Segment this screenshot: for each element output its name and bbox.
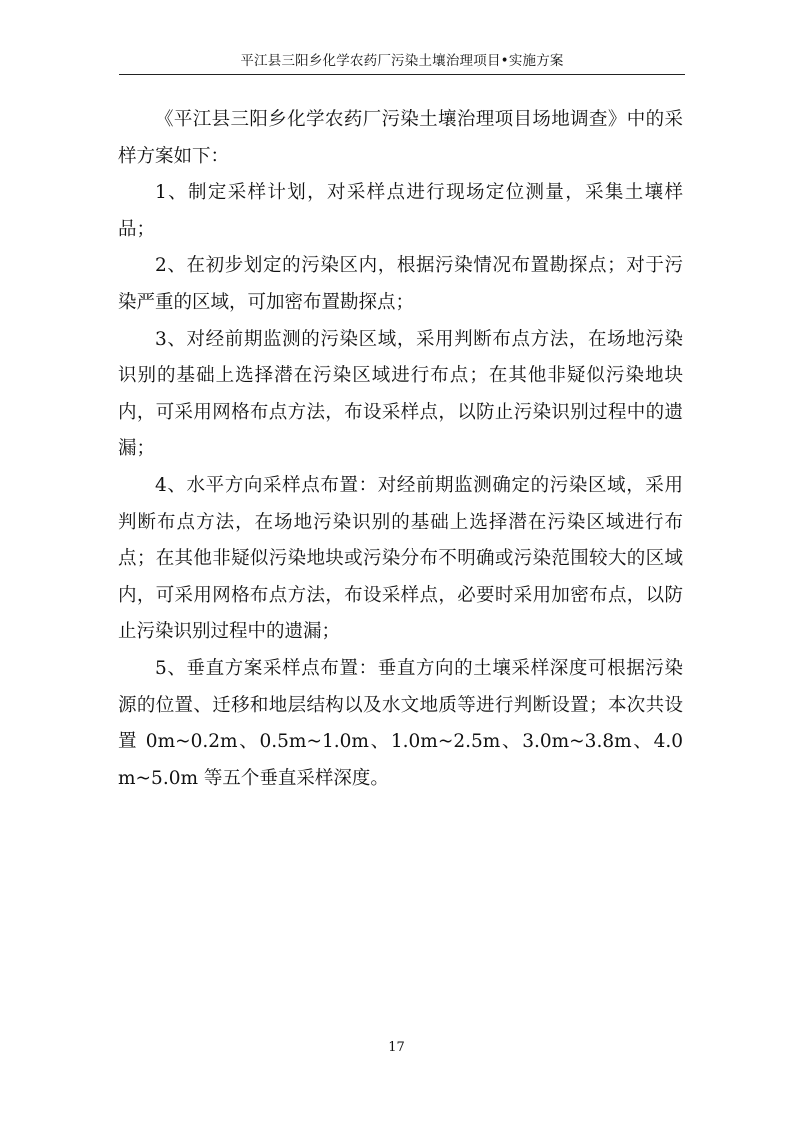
paragraph-intro: 《平江县三阳乡化学农药厂污染土壤治理项目场地调查》中的采样方案如下：	[118, 109, 683, 167]
paragraph-item-2: 2、在初步划定的污染区内，根据污染情况布置勘探点；对于污染严重的区域，可加密布置勘探点；	[118, 255, 683, 313]
document-body	[118, 102, 683, 797]
paragraph-item-4: 4、水平方向采样点布置：对经前期监测确定的污染区域，采用判断布点方法，在场地污染识别的基础上选择潜在污染区域进行布点；在其他非疑似污染地块或污染分布不明确或污染范围较大的区域内，可采用网格布点方法，布设采样点，必要时采用加密布点，以防止污染识别过程中的遗漏；	[118, 474, 683, 643]
header-divider	[119, 74, 685, 75]
paragraph-item-5: 5、垂直方案采样点布置：垂直方向的土壤采样深度可根据污染源的位置、迁移和地层结构以及水文地质等进行判断设置；本次共设置 0m~0.2m、0.5m~1.0m、1.0m~2.5m、3.0m~3.8m、4.0m~5.0m 等五个垂直采样深度。	[118, 657, 683, 789]
header-title: 平江县三阳乡化学农药厂污染土壤治理项目•实施方案	[240, 53, 564, 69]
paragraph-item-3: 3、对经前期监测的污染区域，采用判断布点方法，在场地污染识别的基础上选择潜在污染区域进行布点；在其他非疑似污染地块内，可采用网格布点方法，布设采样点，以防止污染识别过程中的遗漏；	[118, 328, 683, 460]
paragraph-item-1: 1、制定采样计划，对采样点进行现场定位测量，采集土壤样品；	[118, 182, 683, 240]
page-number: 17	[388, 1040, 405, 1055]
page-header	[0, 0, 793, 80]
